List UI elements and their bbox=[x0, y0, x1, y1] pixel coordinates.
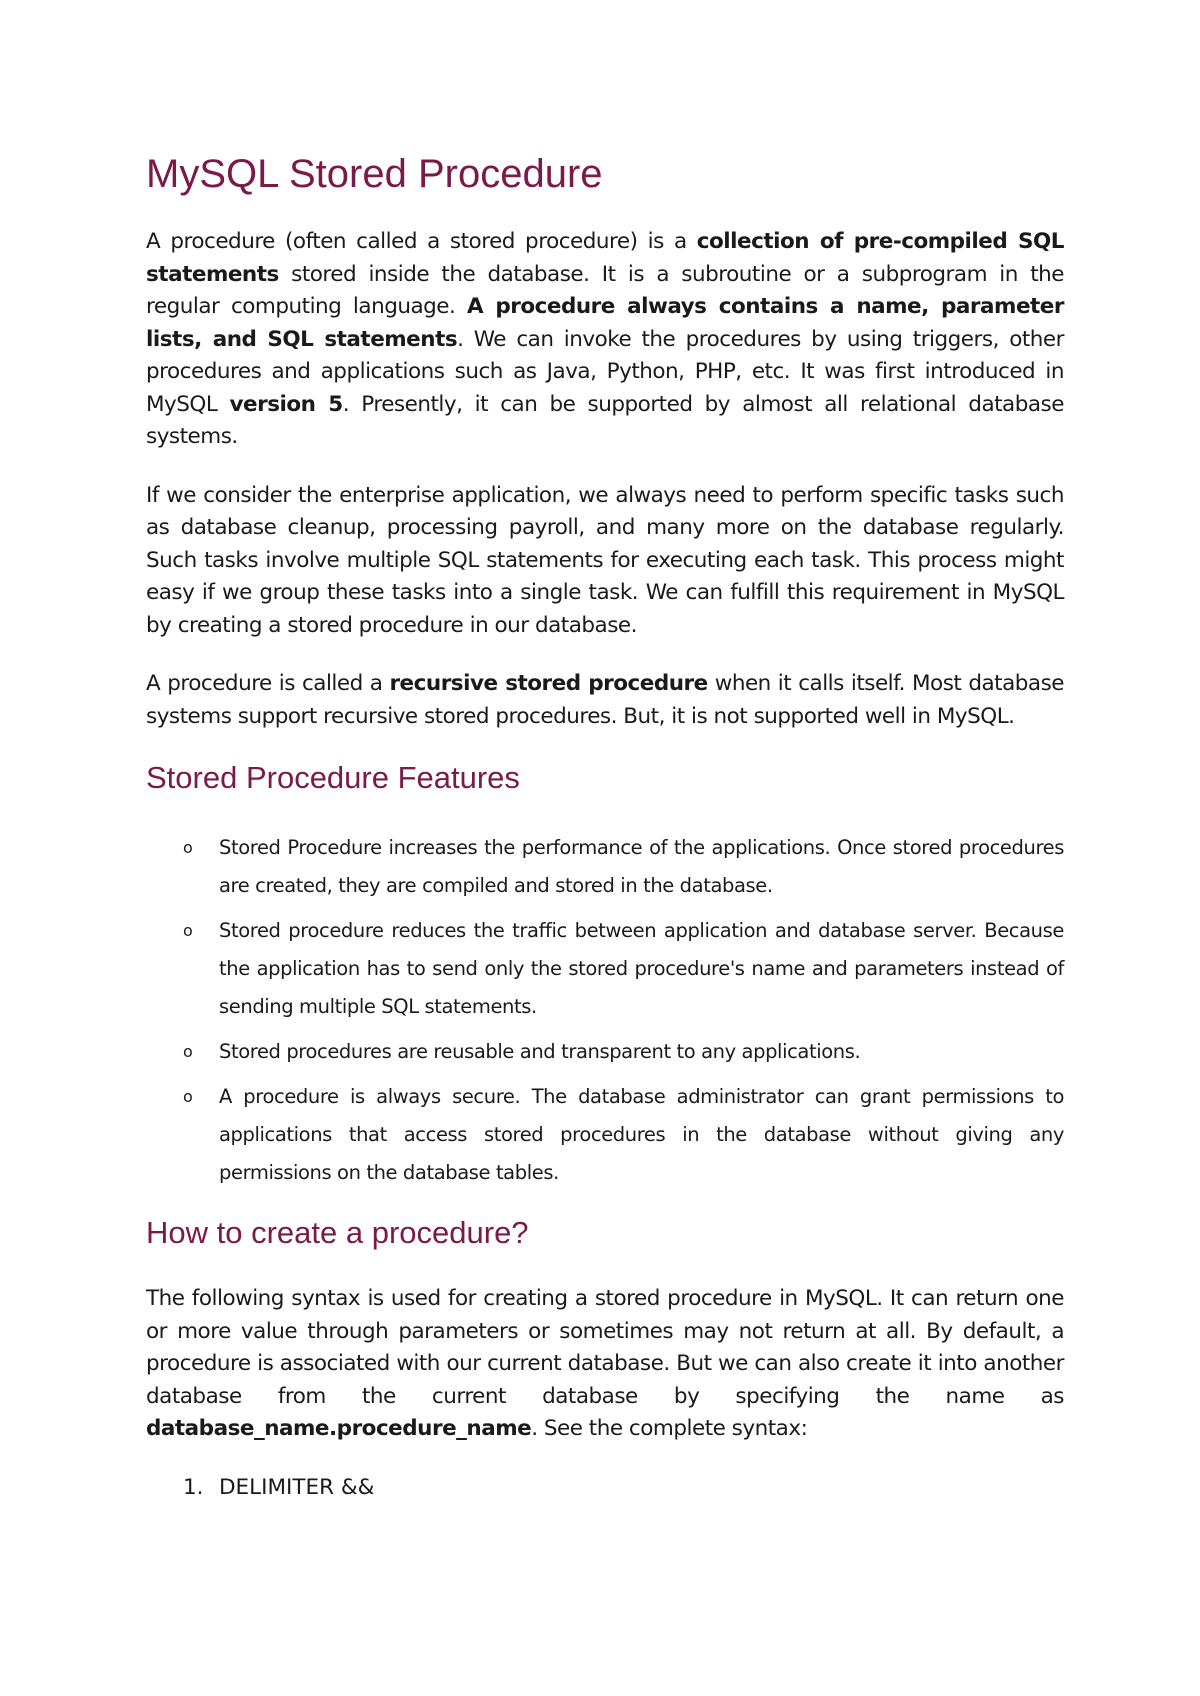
intro-text-1: A procedure (often called a stored procedure) is a bbox=[146, 229, 697, 254]
list-item bbox=[146, 829, 1064, 905]
recursive-text-2: when it calls itself. Most database systems support recursive stored procedures. But, it is not supported well in MySQL. bbox=[146, 671, 1065, 729]
list-item bbox=[146, 912, 1064, 1026]
intro-text-2: stored inside the database. It is a subroutine or a subprogram in the regular computing language. bbox=[146, 261, 1064, 319]
recursive-bold: recursive stored procedure bbox=[389, 671, 708, 696]
syntax-paragraph bbox=[146, 1283, 1064, 1446]
code-list bbox=[146, 1472, 1064, 1504]
syntax-bold: database_name.procedure_name bbox=[146, 1416, 532, 1442]
bullet-icon: o bbox=[183, 1087, 193, 1107]
features-list bbox=[146, 829, 1064, 1192]
bullet-icon: o bbox=[183, 921, 193, 941]
code-text: DELIMITER && bbox=[219, 1474, 375, 1500]
recursive-text-1: A procedure is called a bbox=[146, 671, 390, 696]
syntax-text-1: The following syntax is used for creating a stored procedure in MySQL. It can return one or more value through parameters or sometimes may not return at all. By default, a procedure is associated with our current database. But we can also create it into another database from the current database by specifying the name as bbox=[146, 1286, 1064, 1409]
intro-bold-3: version 5 bbox=[229, 391, 343, 417]
features-heading: Stored Procedure Features bbox=[146, 760, 520, 795]
document-page bbox=[146, 150, 1064, 1504]
feature-text: Stored Procedure increases the performance of the applications. Once stored procedures are created, they are compiled and stored in the database. bbox=[219, 836, 1064, 898]
feature-text: Stored procedure reduces the traffic between application and database server. Because the application has to send only the stored procedure's name and parameters instead of sending multiple SQL statements. bbox=[219, 919, 1064, 1019]
intro-bold-2: A procedure always contains a name, parameter lists, and SQL statements bbox=[146, 294, 1064, 352]
create-heading: How to create a procedure? bbox=[146, 1215, 529, 1251]
syntax-text-2: . See the complete syntax: bbox=[531, 1416, 808, 1442]
bullet-icon: o bbox=[183, 838, 193, 858]
list-item bbox=[146, 1078, 1064, 1192]
code-line bbox=[146, 1472, 1064, 1504]
line-number: 1. bbox=[183, 1474, 204, 1500]
page-title: MySQL Stored Procedure bbox=[146, 152, 603, 196]
recursive-paragraph bbox=[146, 668, 1064, 733]
list-item bbox=[146, 1033, 1064, 1071]
enterprise-paragraph: If we consider the enterprise application, we always need to perform specific tasks such as database cleanup, processing payroll, and many more on the database regularly. Such tasks involve multiple SQL statements for executing each task. This process might easy if we group these tasks into a single task. We can fulfill this requirement in MySQL by creating a stored procedure in our database. bbox=[146, 482, 1064, 638]
bullet-icon: o bbox=[183, 1042, 193, 1062]
intro-text-4: . Presently, it can be supported by almost all relational database systems. bbox=[146, 391, 1064, 449]
intro-bold-1: collection of pre-compiled SQL statements bbox=[146, 229, 1064, 287]
intro-paragraph bbox=[146, 226, 1064, 454]
feature-text: A procedure is always secure. The database administrator can grant permissions to applications that access stored procedures in the database without giving any permissions on the database tables. bbox=[219, 1085, 1064, 1185]
feature-text: Stored procedures are reusable and transparent to any applications. bbox=[219, 1040, 861, 1064]
intro-text-3: . We can invoke the procedures by using triggers, other procedures and applications such as Java, Python, PHP, etc. It was first introduced in MySQL bbox=[146, 326, 1064, 417]
